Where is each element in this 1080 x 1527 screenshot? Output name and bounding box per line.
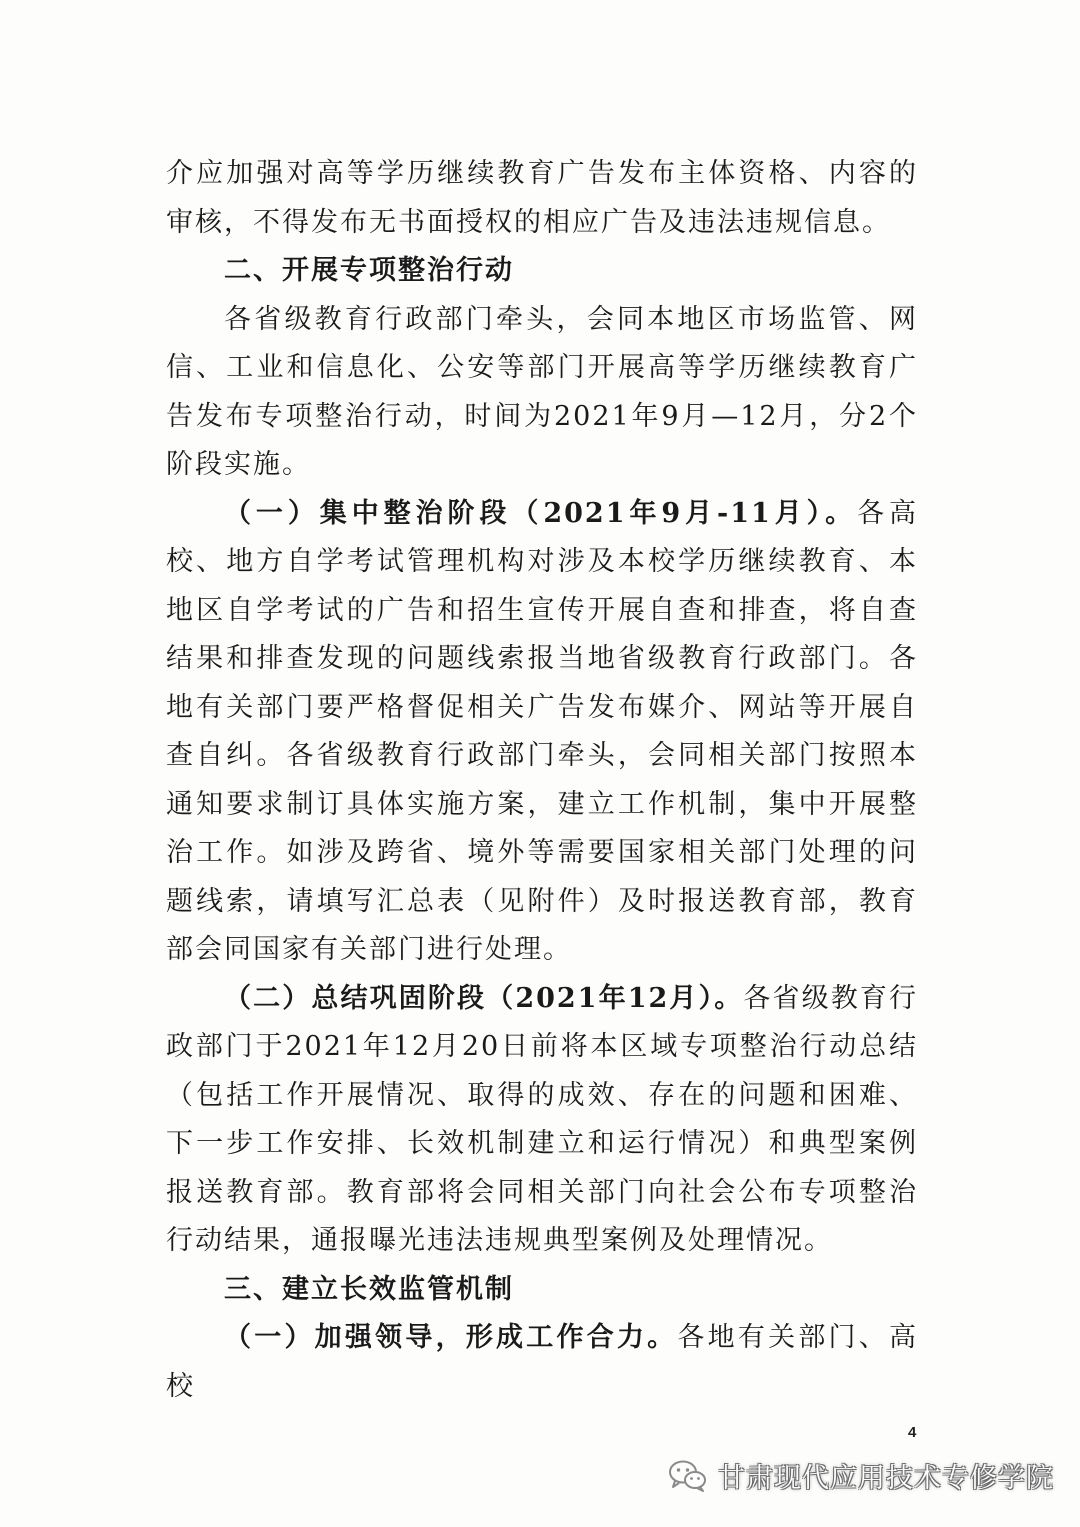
paragraph-leadership — [166, 1314, 918, 1411]
phase-1-text: 各高校、地方自学考试管理机构对涉及本校学历继续教育、本地区自学考试的广告和招生宣传开展自查和排查，将自查结果和排查发现的问题线索报当地省级教育行政部门。各地有关部门要严格督促相关广告发布媒介、网站等开展自查自纠。各省级教育行政部门牵头，会同相关部门按照本通知要求制订具体实施方案，建立工作机制，集中开展整治工作。如涉及跨省、境外等需要国家相关部门处理的问题线索，请填写汇总表（见附件）及时报送教育部，教育部会同国家有关部门进行处理。 — [166, 497, 918, 965]
paragraph-campaign-intro: 各省级教育行政部门牵头，会同本地区市场监管、网信、工业和信息化、公安等部门开展高等学历继续教育广告发布专项整治行动，时间为2021年9月—12月，分2个阶段实施。 — [166, 303, 918, 480]
wechat-icon — [668, 1458, 708, 1494]
phase-1-lead: （一）集中整治阶段（2021年9月-11月）。 — [224, 497, 858, 529]
phase-2-text: 各省级教育行政部门于2021年12月20日前将本区域专项整治行动总结（包括工作开展情况、取得的成效、存在的问题和困难、下一步工作安排、长效机制建立和运行情况）和典型案例报送教育部。教育部将会同相关部门向社会公布专项整治行动结果，通报曝光违法违规典型案例及处理情况。 — [166, 982, 918, 1256]
source-watermark — [668, 1456, 1054, 1495]
leadership-lead: （一）加强领导，形成工作合力。 — [224, 1322, 678, 1353]
paragraph-phase-1 — [166, 490, 918, 975]
paragraph-phase-2 — [166, 975, 918, 1266]
page-number: 4 — [908, 1424, 917, 1441]
leadership-text: 各地有关部门、高校 — [166, 1322, 919, 1402]
paragraph-continuation: 介应加强对高等学历继续教育广告发布主体资格、内容的审核，不得发布无书面授权的相应广告及违法违规信息。 — [166, 158, 918, 238]
section-heading-2: 二、开展专项整治行动 — [224, 255, 514, 286]
document-body — [166, 150, 918, 1411]
watermark-text: 甘肃现代应用技术专修学院 — [718, 1463, 1054, 1494]
section-heading-3: 三、建立长效监管机制 — [224, 1273, 514, 1305]
phase-2-lead: （二）总结巩固阶段（2021年12月）。 — [224, 982, 744, 1014]
